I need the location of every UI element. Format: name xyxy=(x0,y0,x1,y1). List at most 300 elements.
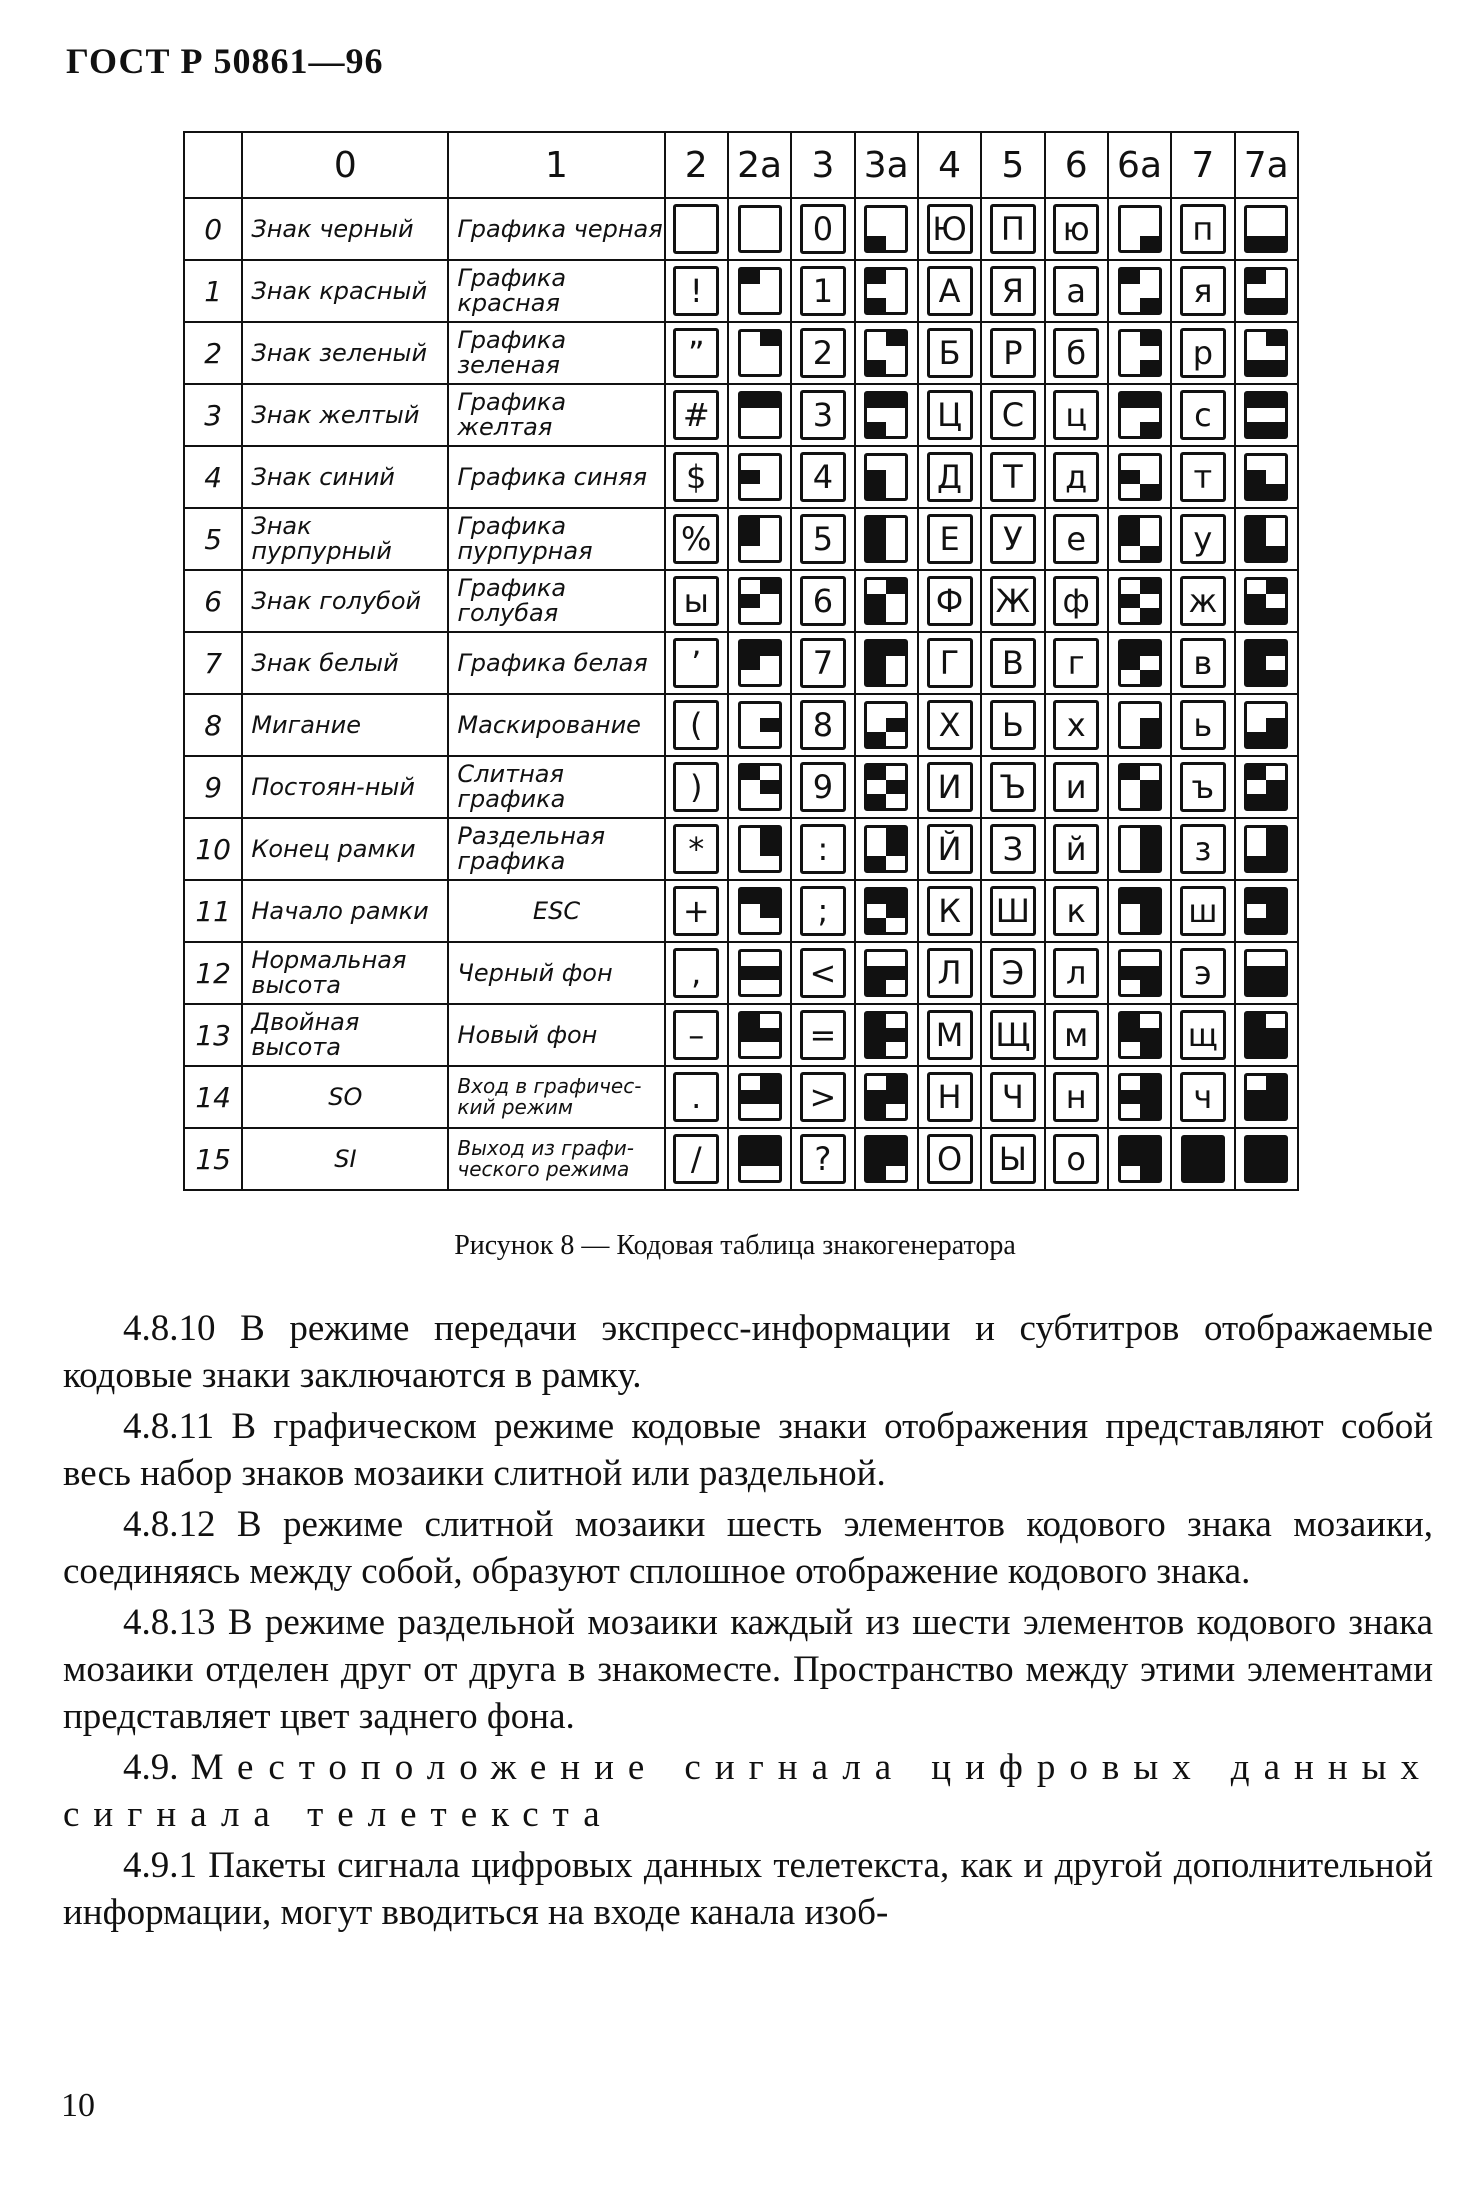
mosaic-glyph xyxy=(738,329,782,377)
code-cell xyxy=(855,446,918,508)
code-cell xyxy=(791,260,854,322)
mosaic-cell xyxy=(1266,856,1285,870)
code-cell xyxy=(1045,632,1108,694)
character-glyph: о xyxy=(1053,1134,1099,1184)
code-cell xyxy=(1171,508,1234,570)
code-cell xyxy=(1235,756,1298,818)
code-cell xyxy=(918,1004,981,1066)
character-glyph: И xyxy=(927,762,973,812)
character-glyph: 6 xyxy=(800,576,846,626)
mosaic-cell xyxy=(867,856,886,870)
mosaic-cell xyxy=(1247,966,1266,980)
code-cell xyxy=(665,818,728,880)
mosaic-glyph xyxy=(1118,1135,1162,1183)
code-cell xyxy=(918,570,981,632)
code-cell xyxy=(1045,384,1108,446)
mosaic-cell xyxy=(1266,484,1285,498)
mosaic-cell xyxy=(1247,484,1266,498)
character-glyph: ц xyxy=(1053,390,1099,440)
code-cell xyxy=(1045,260,1108,322)
mosaic-cell xyxy=(1140,890,1159,904)
code-cell xyxy=(918,1128,981,1190)
mosaic-cell xyxy=(1266,670,1285,684)
code-cell xyxy=(791,322,854,384)
code-cell xyxy=(791,880,854,942)
mosaic-cell xyxy=(760,1152,779,1166)
mosaic-cell xyxy=(1266,828,1285,842)
mosaic-cell xyxy=(760,1138,779,1152)
code-cell xyxy=(981,508,1044,570)
character-glyph: ? xyxy=(800,1134,846,1184)
mosaic-cell xyxy=(1247,794,1266,808)
mosaic-glyph xyxy=(864,1011,908,1059)
mosaic-cell xyxy=(741,532,760,546)
code-cell xyxy=(1108,1066,1171,1128)
character-glyph: с xyxy=(1180,390,1226,440)
code-cell xyxy=(665,508,728,570)
code-cell xyxy=(918,1066,981,1128)
mosaic-cell xyxy=(867,470,886,484)
character-glyph: ш xyxy=(1180,886,1226,936)
mosaic-cell xyxy=(867,1152,886,1166)
code-cell xyxy=(1108,1128,1171,1190)
column-header: 2 xyxy=(665,132,728,198)
mosaic-cell xyxy=(760,642,779,656)
code-cell xyxy=(918,260,981,322)
mosaic-cell xyxy=(1140,608,1159,622)
mosaic-cell xyxy=(1121,1028,1140,1042)
mosaic-cell xyxy=(1266,580,1285,594)
section-heading xyxy=(63,1744,1433,1838)
mosaic-cell xyxy=(760,1090,779,1104)
mosaic-cell xyxy=(867,422,886,436)
mosaic-cell xyxy=(1140,918,1159,932)
column-header: 7 xyxy=(1171,132,1234,198)
mosaic-cell xyxy=(886,642,905,656)
mosaic-glyph xyxy=(1118,887,1162,935)
row-number: 8 xyxy=(184,694,242,756)
code-cell xyxy=(981,942,1044,1004)
code-cell xyxy=(728,632,791,694)
mosaic-glyph xyxy=(738,1011,782,1059)
code-cell xyxy=(1235,570,1298,632)
graphics-code-description: Графика синяя xyxy=(448,446,664,508)
mosaic-cell xyxy=(1121,966,1140,980)
paragraph: 4.8.11 В графическом режиме кодовые знаки отображения представляют собой весь набор знаков мозаики слитной или раздельной. xyxy=(63,1406,1433,1494)
code-cell xyxy=(665,1128,728,1190)
graphics-code-description: Черный фон xyxy=(448,942,664,1004)
graphics-code-description: Маскирование xyxy=(448,694,664,756)
character-glyph: $ xyxy=(673,452,719,502)
code-cell xyxy=(1171,260,1234,322)
mosaic-cell xyxy=(1266,236,1285,250)
code-cell xyxy=(1108,632,1171,694)
table-row xyxy=(184,756,1298,818)
code-cell xyxy=(1045,198,1108,260)
code-cell xyxy=(728,1066,791,1128)
row-number: 9 xyxy=(184,756,242,818)
character-glyph: Т xyxy=(990,452,1036,502)
code-cell xyxy=(665,322,728,384)
mosaic-cell xyxy=(1266,780,1285,794)
character-glyph: . xyxy=(673,1072,719,1122)
body-paragraphs xyxy=(63,1305,1433,1940)
mosaic-cell xyxy=(1121,470,1140,484)
table-row xyxy=(184,570,1298,632)
character-glyph: ф xyxy=(1053,576,1099,626)
code-cell xyxy=(1235,880,1298,942)
mosaic-glyph xyxy=(738,391,782,439)
mosaic-cell xyxy=(1140,332,1159,346)
code-cell xyxy=(855,322,918,384)
mosaic-cell xyxy=(867,484,886,498)
mosaic-cell xyxy=(760,828,779,842)
character-glyph: д xyxy=(1053,452,1099,502)
character-glyph: К xyxy=(927,886,973,936)
character-glyph: м xyxy=(1053,1010,1099,1060)
character-glyph: П xyxy=(990,204,1036,254)
mosaic-glyph xyxy=(738,1073,782,1121)
character-glyph: ы xyxy=(673,576,719,626)
mosaic-cell xyxy=(1247,1104,1266,1118)
code-cell xyxy=(728,446,791,508)
character-glyph: Б xyxy=(927,328,973,378)
mosaic-cell xyxy=(867,518,886,532)
code-cell xyxy=(791,942,854,1004)
code-cell xyxy=(728,818,791,880)
mosaic-glyph xyxy=(738,577,782,625)
code-cell xyxy=(1045,880,1108,942)
mosaic-cell xyxy=(867,1138,886,1152)
code-cell xyxy=(791,694,854,756)
code-cell xyxy=(665,1066,728,1128)
code-cell xyxy=(791,384,854,446)
code-cell xyxy=(1108,446,1171,508)
character-glyph: / xyxy=(673,1134,719,1184)
graphics-code-description: Графика черная xyxy=(448,198,664,260)
code-cell xyxy=(1171,570,1234,632)
character-glyph: 4 xyxy=(800,452,846,502)
graphics-code-description: Графика желтая xyxy=(448,384,664,446)
mosaic-cell xyxy=(741,518,760,532)
mosaic-glyph xyxy=(864,825,908,873)
code-cell xyxy=(1235,1128,1298,1190)
character-glyph: А xyxy=(927,266,973,316)
code-cell xyxy=(728,942,791,1004)
character-glyph: ю xyxy=(1053,204,1099,254)
mosaic-glyph xyxy=(1118,391,1162,439)
graphics-code-description: Новый фон xyxy=(448,1004,664,1066)
mosaic-glyph xyxy=(1118,205,1162,253)
mosaic-cell xyxy=(1247,980,1266,994)
character-glyph xyxy=(673,204,719,254)
table-row xyxy=(184,1128,1298,1190)
code-cell xyxy=(855,260,918,322)
mosaic-cell xyxy=(867,608,886,622)
code-cell xyxy=(1108,198,1171,260)
mosaic-cell xyxy=(867,1104,886,1118)
code-cell xyxy=(1045,942,1108,1004)
mosaic-glyph xyxy=(738,453,782,501)
mosaic-cell xyxy=(1247,1138,1266,1152)
mosaic-glyph xyxy=(1118,329,1162,377)
mosaic-glyph xyxy=(1244,1073,1288,1121)
code-cell xyxy=(918,756,981,818)
character-glyph: Ю xyxy=(927,204,973,254)
mosaic-cell xyxy=(1140,1076,1159,1090)
mosaic-glyph xyxy=(1118,1073,1162,1121)
column-header xyxy=(184,132,242,198)
character-glyph: я xyxy=(1180,266,1226,316)
control-code-description: Знак желтый xyxy=(242,384,448,446)
code-cell xyxy=(855,1066,918,1128)
mosaic-cell xyxy=(886,394,905,408)
code-cell xyxy=(791,570,854,632)
character-glyph: р xyxy=(1180,328,1226,378)
code-cell xyxy=(981,446,1044,508)
mosaic-cell xyxy=(1266,1152,1285,1166)
mosaic-cell xyxy=(867,298,886,312)
code-cell xyxy=(1171,384,1234,446)
graphics-code-description: Вход в графичес-кий режим xyxy=(448,1066,664,1128)
mosaic-cell xyxy=(1140,236,1159,250)
graphics-code-description: Графика пурпурная xyxy=(448,508,664,570)
code-cell xyxy=(918,880,981,942)
column-header: 7a xyxy=(1235,132,1298,198)
mosaic-cell xyxy=(1121,594,1140,608)
character-glyph: 1 xyxy=(800,266,846,316)
mosaic-cell xyxy=(1266,298,1285,312)
graphics-code-description: Слитная графика xyxy=(448,756,664,818)
character-glyph: ъ xyxy=(1180,762,1226,812)
character-glyph: Ф xyxy=(927,576,973,626)
mosaic-cell xyxy=(867,270,886,284)
code-cell xyxy=(1171,446,1234,508)
mosaic-cell xyxy=(741,270,760,284)
code-cell xyxy=(1045,322,1108,384)
mosaic-cell xyxy=(1266,980,1285,994)
mosaic-cell xyxy=(1121,642,1140,656)
code-cell xyxy=(1108,942,1171,1004)
mosaic-cell xyxy=(867,1166,886,1180)
mosaic-cell xyxy=(741,470,760,484)
code-cell xyxy=(665,446,728,508)
graphics-code-description: Графика белая xyxy=(448,632,664,694)
character-glyph: х xyxy=(1053,700,1099,750)
mosaic-cell xyxy=(1266,1166,1285,1180)
mosaic-cell xyxy=(1266,1138,1285,1152)
mosaic-cell xyxy=(1247,236,1266,250)
row-number: 7 xyxy=(184,632,242,694)
mosaic-glyph xyxy=(1244,1011,1288,1059)
mosaic-cell xyxy=(867,546,886,560)
mosaic-cell xyxy=(867,656,886,670)
control-code-description: SI xyxy=(242,1128,448,1190)
mosaic-cell xyxy=(760,394,779,408)
mosaic-cell xyxy=(1266,1042,1285,1056)
column-header: 4 xyxy=(918,132,981,198)
character-glyph: Е xyxy=(927,514,973,564)
code-cell xyxy=(1235,198,1298,260)
mosaic-cell xyxy=(1247,594,1266,608)
mosaic-glyph xyxy=(864,763,908,811)
code-cell xyxy=(918,384,981,446)
mosaic-cell xyxy=(886,966,905,980)
code-cell xyxy=(1171,632,1234,694)
character-glyph: # xyxy=(673,390,719,440)
code-cell xyxy=(1108,508,1171,570)
code-cell xyxy=(1108,384,1171,446)
mosaic-cell xyxy=(1247,732,1266,746)
mosaic-glyph xyxy=(1244,887,1288,935)
mosaic-cell xyxy=(1140,1152,1159,1166)
code-cell xyxy=(1171,198,1234,260)
code-cell xyxy=(855,198,918,260)
code-cell xyxy=(1171,756,1234,818)
code-cell xyxy=(1171,694,1234,756)
mosaic-cell xyxy=(1247,1014,1266,1028)
code-cell xyxy=(728,260,791,322)
code-cell xyxy=(855,1004,918,1066)
character-glyph: б xyxy=(1053,328,1099,378)
mosaic-glyph xyxy=(864,639,908,687)
code-cell xyxy=(728,1004,791,1066)
mosaic-glyph xyxy=(1244,515,1288,563)
mosaic-glyph xyxy=(1118,515,1162,563)
paragraph: 4.8.13 В режиме раздельной мозаики каждый из шести элементов кодового знака мозаики отделен друг от друга в знакоместе. Пространство между этими элементами представляет цвет заднего фона. xyxy=(63,1602,1433,1737)
table-row xyxy=(184,1004,1298,1066)
mosaic-cell xyxy=(1121,766,1140,780)
mosaic-cell xyxy=(1266,546,1285,560)
mosaic-glyph xyxy=(1118,763,1162,811)
mosaic-cell xyxy=(1140,856,1159,870)
mosaic-cell xyxy=(1121,1090,1140,1104)
mosaic-cell xyxy=(1247,642,1266,656)
code-cell xyxy=(981,756,1044,818)
mosaic-glyph xyxy=(864,205,908,253)
code-cell xyxy=(728,198,791,260)
mosaic-cell xyxy=(1203,1166,1222,1180)
code-cell xyxy=(918,322,981,384)
mosaic-cell xyxy=(1140,718,1159,732)
code-cell xyxy=(791,756,854,818)
mosaic-cell xyxy=(867,642,886,656)
mosaic-cell xyxy=(1266,904,1285,918)
character-glyph: Ы xyxy=(990,1134,1036,1184)
code-cell xyxy=(918,818,981,880)
paragraph: 4.9.1 Пакеты сигнала цифровых данных телетекста, как и другой дополнительной информации, могут вводиться на входе канала изоб- xyxy=(63,1845,1433,1933)
control-code-description: Знак синий xyxy=(242,446,448,508)
mosaic-glyph xyxy=(1244,267,1288,315)
graphics-code-description: Графика голубая xyxy=(448,570,664,632)
graphics-code-description: Раздельная графика xyxy=(448,818,664,880)
control-code-description: Постоян-ный xyxy=(242,756,448,818)
character-glyph: Р xyxy=(990,328,1036,378)
character-glyph: О xyxy=(927,1134,973,1184)
code-cell xyxy=(1045,756,1108,818)
row-number: 3 xyxy=(184,384,242,446)
character-glyph: 0 xyxy=(800,204,846,254)
control-code-description: Двойная высота xyxy=(242,1004,448,1066)
table-row xyxy=(184,694,1298,756)
code-cell xyxy=(1171,1128,1234,1190)
mosaic-glyph xyxy=(1118,825,1162,873)
mosaic-cell xyxy=(760,718,779,732)
document-header: ГОСТ Р 50861—96 xyxy=(66,41,384,81)
mosaic-cell xyxy=(760,1076,779,1090)
character-glyph: Ч xyxy=(990,1072,1036,1122)
code-table xyxy=(183,131,1299,1191)
mosaic-cell xyxy=(1121,518,1140,532)
code-cell xyxy=(665,694,728,756)
code-cell xyxy=(665,756,728,818)
character-glyph: В xyxy=(990,638,1036,688)
figure-caption: Рисунок 8 — Кодовая таблица знакогенератора xyxy=(454,1230,1016,1261)
code-cell xyxy=(1108,322,1171,384)
code-cell xyxy=(1171,818,1234,880)
mosaic-cell xyxy=(741,766,760,780)
mosaic-cell xyxy=(867,236,886,250)
mosaic-glyph xyxy=(738,825,782,873)
mosaic-glyph xyxy=(1181,1135,1225,1183)
mosaic-glyph xyxy=(1244,949,1288,997)
mosaic-glyph xyxy=(1118,1011,1162,1059)
character-glyph: > xyxy=(800,1072,846,1122)
mosaic-cell xyxy=(1140,1166,1159,1180)
mosaic-cell xyxy=(1140,1104,1159,1118)
control-code-description: Знак зеленый xyxy=(242,322,448,384)
mosaic-cell xyxy=(1247,1042,1266,1056)
code-cell xyxy=(855,570,918,632)
mosaic-glyph xyxy=(864,701,908,749)
code-cell xyxy=(728,322,791,384)
code-cell xyxy=(981,1128,1044,1190)
code-cell xyxy=(665,942,728,1004)
mosaic-cell xyxy=(867,918,886,932)
mosaic-cell xyxy=(886,890,905,904)
code-cell xyxy=(791,198,854,260)
mosaic-cell xyxy=(760,1028,779,1042)
code-cell xyxy=(1045,818,1108,880)
mosaic-cell xyxy=(1140,1042,1159,1056)
mosaic-cell xyxy=(867,890,886,904)
mosaic-cell xyxy=(1140,780,1159,794)
control-code-description: Знак пурпурный xyxy=(242,508,448,570)
character-glyph: а xyxy=(1053,266,1099,316)
mosaic-cell xyxy=(867,966,886,980)
mosaic-cell xyxy=(886,580,905,594)
character-glyph: 9 xyxy=(800,762,846,812)
mosaic-cell xyxy=(1247,856,1266,870)
mosaic-cell xyxy=(1247,270,1266,284)
column-header: 3 xyxy=(791,132,854,198)
graphics-code-description: ESC xyxy=(448,880,664,942)
row-number: 0 xyxy=(184,198,242,260)
code-cell xyxy=(981,384,1044,446)
code-cell xyxy=(728,1128,791,1190)
character-glyph: : xyxy=(800,824,846,874)
code-cell xyxy=(855,694,918,756)
table-row xyxy=(184,818,1298,880)
character-glyph: э xyxy=(1180,948,1226,998)
code-cell xyxy=(665,880,728,942)
code-cell xyxy=(665,570,728,632)
code-cell xyxy=(1235,1004,1298,1066)
mosaic-glyph xyxy=(738,887,782,935)
mosaic-cell xyxy=(1140,298,1159,312)
code-cell xyxy=(918,508,981,570)
code-cell xyxy=(728,570,791,632)
